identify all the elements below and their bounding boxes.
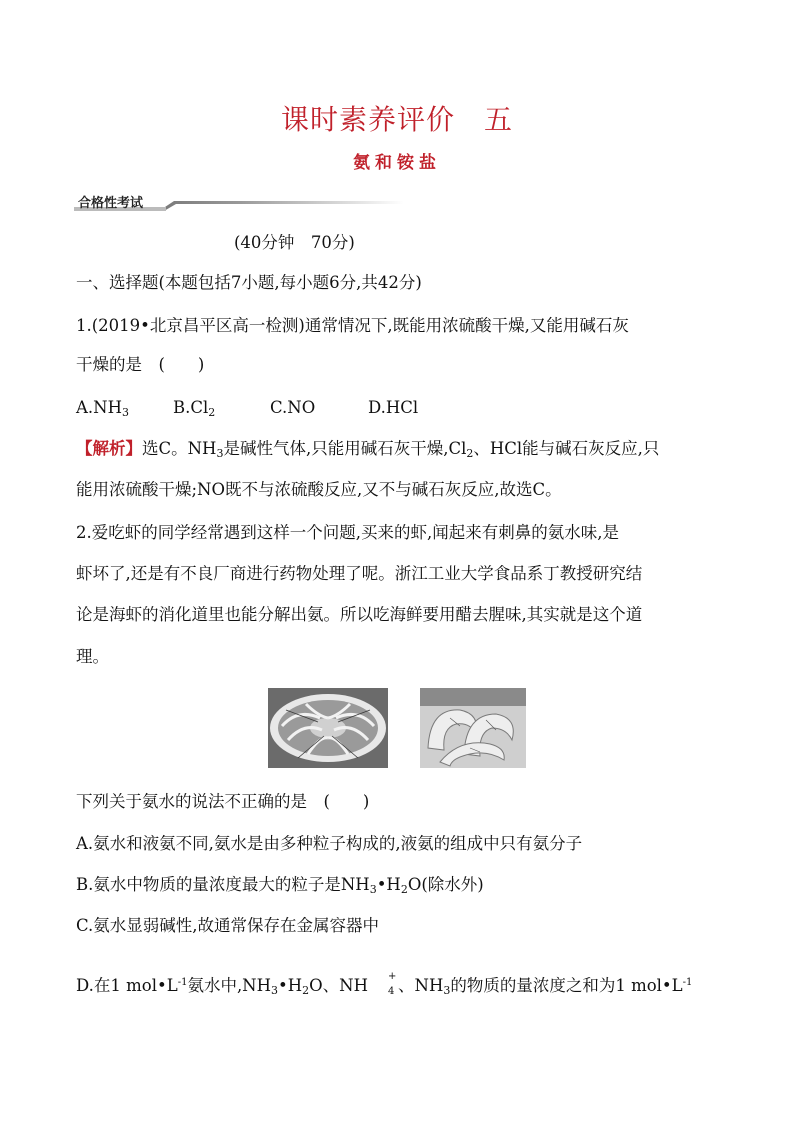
ammonium-ion-charge: + 4: [388, 971, 397, 997]
q1-options: [76, 397, 418, 424]
q1-analysis-line1: 【解析】选C。$NH_3$是碱性气体,只能用碱石灰干燥$,Cl_2$、HCl能与碱石灰反应,只: [76, 439, 660, 460]
q2-stem-line3: 论是海虾的消化道里也能分解出氨。所以吃海鲜要用醋去腥味,其实就是这个道: [76, 605, 643, 624]
section-heading: 一、选择题(本题包括7小题,每小题6分,共42分): [76, 273, 422, 292]
q2-stem-line2: 虾坏了,还是有不良厂商进行药物处理了呢。浙江工业大学食品系丁教授研究结: [76, 564, 643, 583]
section-tag-label: 合格性考试: [78, 196, 144, 211]
analysis-label: 【解析】: [76, 439, 142, 458]
q2-stem-line1: 2.爱吃虾的同学经常遇到这样一个问题,买来的虾,闻起来有刺鼻的氨水味,是: [76, 523, 619, 542]
q1-analysis-line2: 能用浓硫酸干燥;NO既不与浓硫酸反应,又不与碱石灰反应,故选C。: [76, 480, 562, 499]
q1-option-d: D.HCl: [368, 398, 419, 417]
q2-question: 下列关于氨水的说法不正确的是 ( ): [76, 792, 370, 811]
q1-option-b: $B.Cl_2$: [173, 398, 216, 419]
q1-stem-line2: 干燥的是 ( ): [76, 355, 205, 374]
page-title: 课时素养评价 五: [280, 103, 513, 136]
q1-option-c: C.NO: [270, 398, 316, 417]
q2-option-d: D.在1 $mol•L^{-1}$氨水中$,NH_3•H_2O$、NH + 4 、$NH_3$的物质的量浓度之和为1 $mol•L^{-1}$: [76, 971, 693, 997]
q2-option-a: A.氨水和液氨不同,氨水是由多种粒子构成的,液氨的组成中只有氨分子: [76, 834, 583, 853]
page-subtitle: 氨和铵盐: [353, 153, 441, 173]
q2-option-c: C.氨水显弱碱性,故通常保存在金属容器中: [76, 916, 380, 935]
q2-option-b: B.氨水中物质的量浓度最大的粒子是$NH_3•H_2O$(除水外): [76, 875, 484, 896]
shrimp-plate-image: [268, 688, 388, 768]
section-tag: [74, 190, 404, 212]
time-limit: (40分钟 70分): [234, 233, 355, 252]
q1-stem-line1: 1.(2019•北京昌平区高一检测)通常情况下,既能用浓硫酸干燥,又能用碱石灰: [76, 316, 629, 335]
q2-stem-line4: 理。: [76, 647, 109, 666]
q1-option-a: $A.NH_3$: [76, 398, 129, 419]
shrimp-closeup-image: [420, 688, 526, 768]
